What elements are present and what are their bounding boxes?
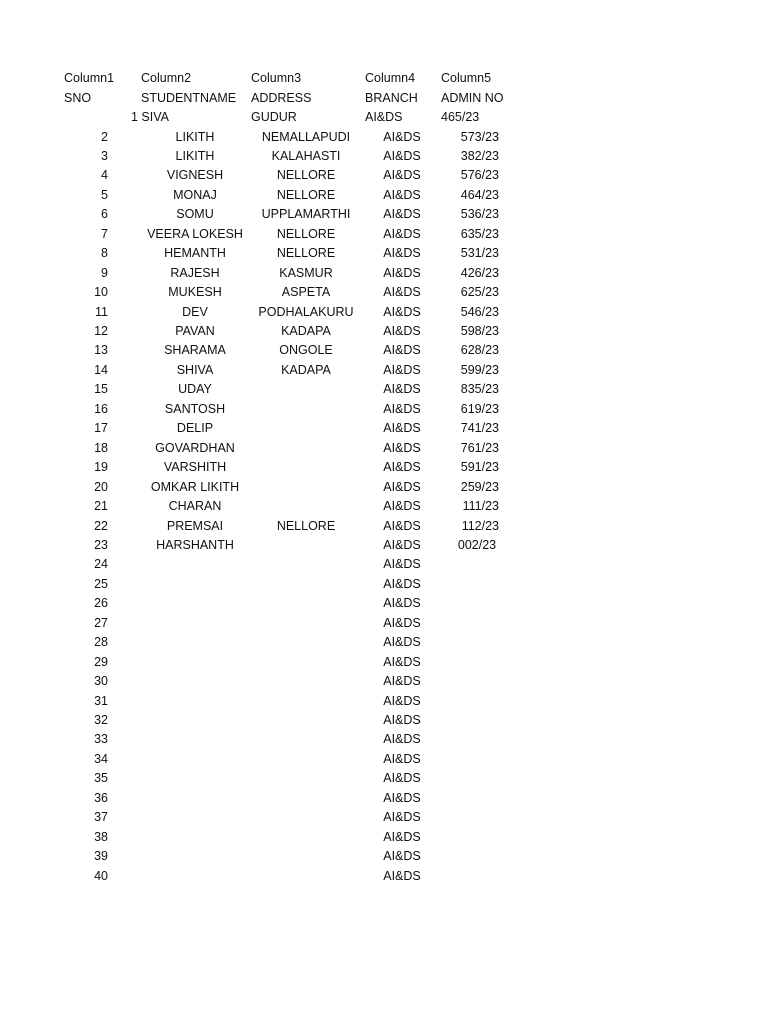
name-cell: LIKITH bbox=[175, 129, 215, 144]
sno-cell: 12 bbox=[94, 324, 108, 338]
first-data-row bbox=[0, 108, 768, 127]
name-cell bbox=[130, 575, 260, 594]
sno-cell: 29 bbox=[94, 654, 108, 669]
table-row bbox=[0, 322, 768, 341]
admin-no-cell: 599/23 bbox=[460, 362, 499, 377]
branch-cell: AI&DS bbox=[383, 538, 421, 552]
first-admin-cell: 465/23 bbox=[441, 110, 480, 124]
name-cell: CHARAN bbox=[168, 499, 222, 514]
admin-no-cell bbox=[441, 594, 499, 613]
table-row bbox=[0, 750, 768, 769]
name-cell bbox=[130, 653, 260, 672]
branch-cell: AI&DS bbox=[383, 226, 421, 241]
admin-no-cell bbox=[441, 633, 499, 652]
column3-header: Column3 bbox=[251, 71, 302, 85]
studentname-title: STUDENTNAME bbox=[141, 91, 237, 105]
table-row bbox=[0, 439, 768, 458]
sno-cell: 21 bbox=[94, 499, 108, 514]
address-cell bbox=[242, 711, 370, 730]
admin-no-cell: 464/23 bbox=[460, 187, 499, 202]
name-cell: RAJESH bbox=[170, 265, 220, 280]
table-row bbox=[0, 828, 768, 847]
table-row bbox=[0, 205, 768, 224]
branch-cell: AI&DS bbox=[383, 790, 421, 805]
branch-cell: AI&DS bbox=[383, 810, 421, 825]
table-row bbox=[0, 594, 768, 613]
table-row bbox=[0, 400, 768, 419]
name-cell bbox=[130, 614, 260, 633]
address-cell bbox=[242, 575, 370, 594]
sno-cell: 33 bbox=[94, 732, 108, 747]
sno-cell: 4 bbox=[101, 168, 108, 183]
table-row bbox=[0, 614, 768, 633]
name-cell bbox=[130, 828, 260, 847]
address-cell: NELLORE bbox=[276, 518, 336, 533]
address-cell bbox=[242, 828, 370, 847]
table-row bbox=[0, 341, 768, 360]
column4-header: Column4 bbox=[365, 71, 416, 85]
name-cell: MONAJ bbox=[173, 187, 217, 202]
name-cell bbox=[130, 847, 260, 866]
branch-cell: AI&DS bbox=[383, 713, 421, 727]
sno-cell: 15 bbox=[94, 382, 108, 397]
sno-cell: 22 bbox=[94, 518, 108, 533]
address-cell: ASPETA bbox=[281, 285, 331, 300]
branch-cell: AI&DS bbox=[383, 168, 421, 183]
sno-cell: 17 bbox=[94, 421, 108, 436]
sno-cell: 13 bbox=[94, 343, 108, 358]
address-cell: KALAHASTI bbox=[271, 148, 341, 163]
branch-cell: AI&DS bbox=[383, 829, 421, 844]
table-row bbox=[0, 147, 768, 166]
table-row bbox=[0, 303, 768, 322]
address-cell: NELLORE bbox=[276, 187, 336, 202]
table-row bbox=[0, 361, 768, 380]
admin-no-cell: 619/23 bbox=[460, 401, 499, 416]
table-row bbox=[0, 730, 768, 749]
name-cell bbox=[130, 692, 260, 711]
branch-cell: AI&DS bbox=[383, 771, 421, 786]
table-row bbox=[0, 867, 768, 886]
name-cell: SHIVA bbox=[176, 362, 214, 377]
address-cell bbox=[242, 555, 370, 574]
address-cell bbox=[242, 692, 370, 711]
admin-no-cell: 382/23 bbox=[460, 148, 499, 163]
address-cell: UPPLAMARTHI bbox=[261, 207, 351, 222]
branch-cell: AI&DS bbox=[383, 615, 421, 630]
table-row bbox=[0, 789, 768, 808]
sno-cell: 3 bbox=[101, 148, 108, 163]
name-cell: PREMSAI bbox=[166, 518, 224, 533]
table-row bbox=[0, 244, 768, 263]
sno-cell: 6 bbox=[101, 207, 108, 222]
address-cell: NELLORE bbox=[276, 246, 336, 261]
branch-cell: AI&DS bbox=[383, 421, 421, 436]
table-row bbox=[0, 225, 768, 244]
address-cell: KADAPA bbox=[281, 362, 331, 377]
sno-cell: 19 bbox=[94, 460, 108, 475]
address-cell: ONGOLE bbox=[279, 343, 333, 358]
name-cell: HARSHANTH bbox=[156, 538, 234, 552]
column-header-row bbox=[0, 69, 768, 88]
admin-no-cell: 576/23 bbox=[460, 168, 499, 183]
name-cell: VIGNESH bbox=[166, 168, 224, 183]
name-cell: SANTOSH bbox=[164, 401, 226, 416]
branch-cell: AI&DS bbox=[383, 460, 421, 475]
sno-cell: 9 bbox=[101, 265, 108, 280]
admin-no-cell bbox=[441, 769, 499, 788]
name-cell: VARSHITH bbox=[163, 460, 227, 475]
address-cell bbox=[242, 478, 370, 497]
admin-no-cell: 002/23 bbox=[457, 538, 497, 552]
column2-header: Column2 bbox=[141, 71, 192, 85]
address-cell: NELLORE bbox=[276, 168, 336, 183]
name-cell bbox=[130, 750, 260, 769]
name-cell bbox=[130, 672, 260, 691]
name-cell: SOMU bbox=[176, 207, 214, 222]
sno-cell: 5 bbox=[101, 187, 108, 202]
sno-cell: 36 bbox=[94, 790, 108, 805]
name-cell bbox=[130, 867, 260, 886]
branch-cell: AI&DS bbox=[383, 246, 421, 261]
name-cell: VEERA LOKESH bbox=[147, 226, 243, 241]
admin-no-cell: 761/23 bbox=[460, 440, 499, 455]
branch-cell: AI&DS bbox=[383, 499, 421, 514]
sno-cell: 32 bbox=[94, 713, 108, 727]
branch-cell: AI&DS bbox=[383, 596, 421, 611]
sno-cell: 26 bbox=[94, 596, 108, 611]
admin-no-cell: 625/23 bbox=[460, 285, 499, 300]
admin-no-cell: 635/23 bbox=[460, 226, 499, 241]
sno-cell: 25 bbox=[94, 576, 108, 591]
admin-no-cell bbox=[441, 575, 499, 594]
name-cell: PAVAN bbox=[175, 324, 215, 338]
branch-cell: AI&DS bbox=[383, 479, 421, 494]
sno-cell: 14 bbox=[94, 362, 108, 377]
branch-cell: AI&DS bbox=[383, 849, 421, 864]
table-row bbox=[0, 419, 768, 438]
table-row bbox=[0, 672, 768, 691]
table-row bbox=[0, 769, 768, 788]
title-row bbox=[0, 89, 768, 108]
table-row bbox=[0, 186, 768, 205]
sno-cell: 37 bbox=[94, 810, 108, 825]
branch-cell: AI&DS bbox=[383, 129, 421, 144]
name-cell bbox=[130, 555, 260, 574]
address-cell bbox=[242, 419, 370, 438]
admin-no-cell bbox=[441, 555, 499, 574]
name-cell: UDAY bbox=[178, 382, 212, 397]
address-title: ADDRESS bbox=[251, 91, 312, 105]
address-cell bbox=[242, 439, 370, 458]
branch-cell: AI&DS bbox=[383, 362, 421, 377]
branch-cell: AI&DS bbox=[383, 518, 421, 533]
sno-cell: 20 bbox=[94, 479, 108, 494]
admin-no-cell: 259/23 bbox=[460, 479, 499, 494]
address-cell bbox=[242, 789, 370, 808]
sno-cell: 10 bbox=[94, 285, 108, 300]
sno-cell: 11 bbox=[95, 304, 108, 319]
branch-cell: AI&DS bbox=[383, 868, 421, 883]
table-row bbox=[0, 478, 768, 497]
name-cell: DEV bbox=[182, 304, 208, 319]
branch-cell: AI&DS bbox=[383, 207, 421, 222]
column1-header: Column1 bbox=[64, 71, 115, 85]
branch-cell: AI&DS bbox=[383, 635, 421, 650]
first-sno-name-cell: 1 SIVA bbox=[131, 110, 169, 124]
name-cell: GOVARDHAN bbox=[155, 440, 235, 455]
admin-no-cell bbox=[441, 867, 499, 886]
admin-no-cell bbox=[441, 750, 499, 769]
admin-no-cell bbox=[441, 692, 499, 711]
name-cell: SHARAMA bbox=[164, 343, 226, 358]
branch-cell: AI&DS bbox=[383, 304, 421, 319]
table-row bbox=[0, 166, 768, 185]
branch-cell: AI&DS bbox=[383, 440, 421, 455]
address-cell bbox=[242, 536, 370, 555]
address-cell bbox=[242, 808, 370, 827]
admin-no-cell: 536/23 bbox=[460, 207, 499, 222]
admin-no-cell: 741/23 bbox=[460, 421, 499, 436]
table-row bbox=[0, 536, 768, 555]
table-row bbox=[0, 711, 768, 730]
address-cell: PODHALAKURU bbox=[258, 304, 354, 319]
name-cell bbox=[130, 730, 260, 749]
admin-no-cell: 531/23 bbox=[460, 246, 499, 261]
branch-cell: AI&DS bbox=[383, 401, 421, 416]
name-cell: OMKAR LIKITH bbox=[150, 479, 240, 494]
branch-cell: AI&DS bbox=[383, 187, 421, 202]
address-cell bbox=[242, 672, 370, 691]
admin-no-cell: 112/23 bbox=[461, 518, 499, 533]
address-cell bbox=[242, 750, 370, 769]
branch-cell: AI&DS bbox=[383, 343, 421, 358]
sno-cell: 34 bbox=[94, 751, 108, 766]
name-cell: DELIP bbox=[176, 421, 214, 436]
address-cell: NELLORE bbox=[276, 226, 336, 241]
branch-cell: AI&DS bbox=[383, 265, 421, 280]
name-cell bbox=[130, 633, 260, 652]
table-row bbox=[0, 517, 768, 536]
sno-cell: 39 bbox=[94, 849, 108, 864]
branch-cell: AI&DS bbox=[383, 732, 421, 747]
branch-cell: AI&DS bbox=[383, 693, 421, 708]
admin-no-cell: 426/23 bbox=[460, 265, 499, 280]
table-row bbox=[0, 808, 768, 827]
address-cell bbox=[242, 594, 370, 613]
sno-cell: 2 bbox=[101, 129, 108, 144]
sno-cell: 30 bbox=[94, 674, 108, 689]
table-row bbox=[0, 128, 768, 147]
first-address-cell: GUDUR bbox=[251, 110, 297, 124]
admin-no-cell: 591/23 bbox=[460, 460, 499, 475]
admin-no-cell bbox=[441, 672, 499, 691]
branch-cell: AI&DS bbox=[383, 751, 421, 766]
table-row bbox=[0, 555, 768, 574]
table-row bbox=[0, 847, 768, 866]
table-row bbox=[0, 497, 768, 516]
admin-no-cell bbox=[441, 789, 499, 808]
sno-cell: 28 bbox=[94, 635, 108, 650]
first-branch-cell: AI&DS bbox=[365, 110, 403, 124]
sno-cell: 8 bbox=[101, 246, 108, 261]
table-row bbox=[0, 380, 768, 399]
branch-cell: AI&DS bbox=[383, 557, 421, 572]
column5-header: Column5 bbox=[441, 71, 492, 85]
admin-no-cell bbox=[441, 711, 499, 730]
table-row bbox=[0, 692, 768, 711]
sno-cell: 40 bbox=[94, 868, 108, 883]
sno-cell: 18 bbox=[94, 440, 108, 455]
branch-cell: AI&DS bbox=[383, 148, 421, 163]
sno-cell: 24 bbox=[94, 557, 108, 572]
admin-no-cell bbox=[441, 847, 499, 866]
name-cell: LIKITH bbox=[175, 148, 215, 163]
table-row bbox=[0, 264, 768, 283]
address-cell: KASMUR bbox=[279, 265, 333, 280]
name-cell bbox=[130, 594, 260, 613]
admin-no-title: ADMIN NO bbox=[441, 91, 504, 105]
address-cell bbox=[242, 867, 370, 886]
branch-title: BRANCH bbox=[365, 91, 418, 105]
admin-no-cell: 598/23 bbox=[460, 324, 499, 338]
name-cell bbox=[130, 769, 260, 788]
admin-no-cell bbox=[441, 614, 499, 633]
address-cell bbox=[242, 847, 370, 866]
table-row bbox=[0, 458, 768, 477]
address-cell bbox=[242, 769, 370, 788]
admin-no-cell: 835/23 bbox=[460, 382, 499, 397]
sno-cell: 38 bbox=[94, 829, 108, 844]
name-cell bbox=[130, 711, 260, 730]
sno-cell: 35 bbox=[94, 771, 108, 786]
admin-no-cell: 573/23 bbox=[460, 129, 499, 144]
admin-no-cell bbox=[441, 730, 499, 749]
address-cell bbox=[242, 497, 370, 516]
address-cell: NEMALLAPUDI bbox=[261, 129, 351, 144]
sno-title: SNO bbox=[64, 91, 92, 105]
name-cell: MUKESH bbox=[168, 285, 222, 300]
address-cell bbox=[242, 400, 370, 419]
admin-no-cell bbox=[441, 808, 499, 827]
branch-cell: AI&DS bbox=[383, 382, 421, 397]
sno-cell: 7 bbox=[101, 226, 108, 241]
admin-no-cell: 546/23 bbox=[460, 304, 499, 319]
table-row bbox=[0, 283, 768, 302]
table-row bbox=[0, 575, 768, 594]
address-cell: KADAPA bbox=[281, 324, 331, 338]
address-cell bbox=[242, 614, 370, 633]
address-cell bbox=[242, 380, 370, 399]
name-cell bbox=[130, 808, 260, 827]
sno-cell: 31 bbox=[94, 693, 108, 708]
name-cell: HEMANTH bbox=[164, 246, 226, 261]
sno-cell: 16 bbox=[94, 401, 108, 416]
admin-no-cell bbox=[441, 653, 499, 672]
table-row bbox=[0, 653, 768, 672]
name-cell bbox=[130, 789, 260, 808]
branch-cell: AI&DS bbox=[383, 285, 421, 300]
sno-cell: 23 bbox=[94, 538, 108, 552]
sno-cell: 27 bbox=[94, 615, 108, 630]
address-cell bbox=[242, 633, 370, 652]
admin-no-cell bbox=[441, 828, 499, 847]
address-cell bbox=[242, 653, 370, 672]
address-cell bbox=[242, 730, 370, 749]
branch-cell: AI&DS bbox=[383, 674, 421, 689]
branch-cell: AI&DS bbox=[383, 576, 421, 591]
table-row bbox=[0, 633, 768, 652]
admin-no-cell: 628/23 bbox=[460, 343, 499, 358]
branch-cell: AI&DS bbox=[383, 654, 421, 669]
address-cell bbox=[242, 458, 370, 477]
branch-cell: AI&DS bbox=[383, 324, 421, 338]
admin-no-cell: 111/23 bbox=[462, 499, 499, 514]
